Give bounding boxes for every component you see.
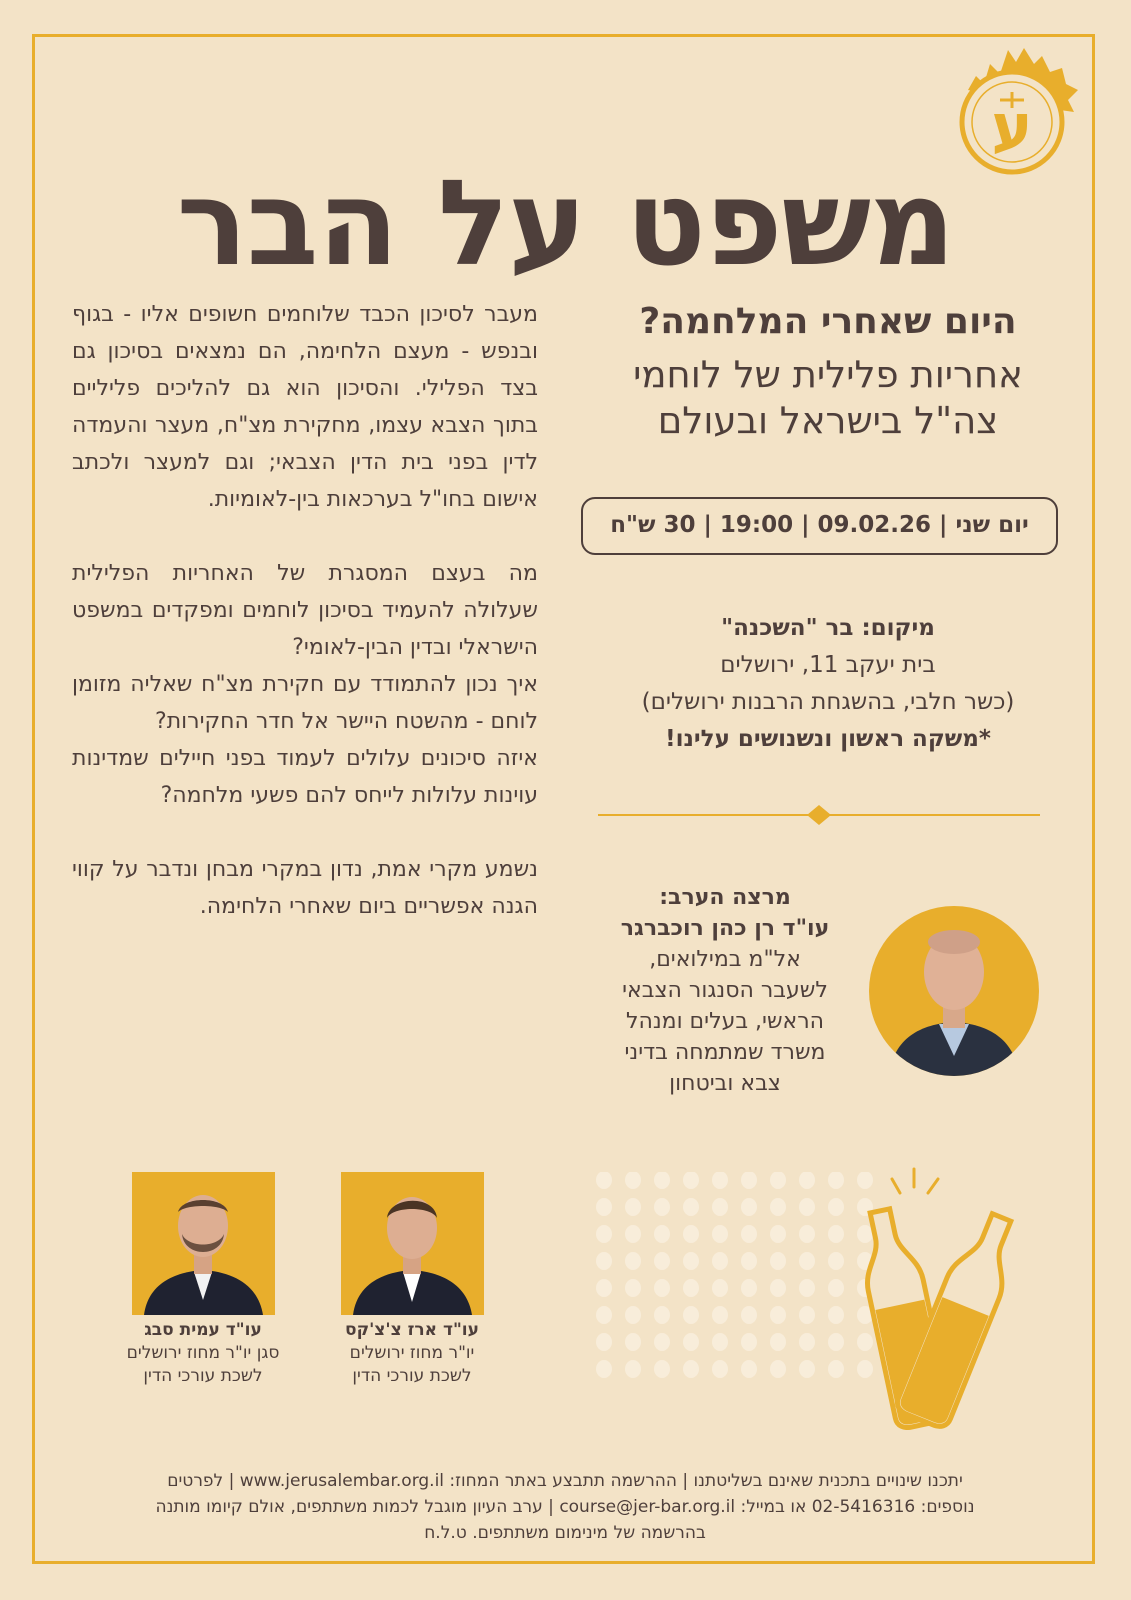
- speaker-bio-line: צבא וביטחון: [669, 1071, 781, 1096]
- venue-label: מיקום: בר "השכנה": [721, 615, 935, 641]
- decorative-dot: [828, 1198, 844, 1216]
- decorative-dot: [625, 1198, 641, 1216]
- decorative-dot: [770, 1333, 786, 1351]
- host-card: [118, 1172, 288, 1388]
- decorative-dot: [828, 1306, 844, 1324]
- decorative-dot: [799, 1172, 815, 1189]
- host-name: עו"ד ארז צ'צ'קס: [345, 1320, 479, 1340]
- host-photo: [132, 1172, 275, 1315]
- description-question: איך נכון להתמודד עם חקירת מצ"ח שאליה מזומן לוחם - מהשטח היישר אל חדר החקירות?: [72, 672, 538, 734]
- decorative-dot: [741, 1279, 757, 1297]
- decorative-dot: [596, 1279, 612, 1297]
- decorative-dot: [799, 1306, 815, 1324]
- decorative-dot: [799, 1225, 815, 1243]
- decorative-dot: [828, 1279, 844, 1297]
- footer-line: נוספים: 02-5416316 או במייל: course@jer-bar.org.il | ערב העיון מוגבל לכמות משתתפים, אולם קיומו מותנה: [155, 1497, 975, 1517]
- decorative-dot: [741, 1306, 757, 1324]
- decorative-dot: [799, 1333, 815, 1351]
- decorative-dot: [596, 1252, 612, 1270]
- host-card: [327, 1172, 497, 1388]
- decorative-dot: [654, 1360, 670, 1378]
- decorative-dot: [712, 1198, 728, 1216]
- decorative-dot: [654, 1225, 670, 1243]
- beer-bottles-cheers-icon: [850, 1165, 1040, 1430]
- description-question: מה בעצם המסגרת של האחריות הפלילית שעלולה להעמיד בסיכון לוחמים ומפקדים במשפט הישראלי ובדין הבין-לאומי?: [72, 561, 538, 660]
- svg-text:ע: ע: [991, 90, 1033, 163]
- speaker-heading: מרצה הערב:: [659, 885, 791, 910]
- event-description: [72, 296, 538, 925]
- decorative-dot: [683, 1333, 699, 1351]
- venue-block: [578, 610, 1078, 758]
- decorative-dot: [654, 1279, 670, 1297]
- decorative-dot: [596, 1225, 612, 1243]
- host-role: סגן יו"ר מחוז ירושלים: [126, 1343, 280, 1363]
- decorative-dot: [625, 1333, 641, 1351]
- decorative-dot: [596, 1360, 612, 1378]
- description-paragraph: מעבר לסיכון הכבד שלוחמים חשופים אליו - בגוף ובנפש - מעצם הלחימה, הם נמצאים בסיכון גם בצד הפלילי. והסיכון הוא גם להליכים פליליים בתוך הצבא עצמו, מחקירת מצ"ח, מעצר והעמדה לדין בפני בית הדין הצבאי; וגם למעצר ולכתב אישום בחו"ל בערכאות בין-לאומיות.: [72, 302, 538, 512]
- speaker-bio-line: לשעבר הסנגור הצבאי: [622, 978, 828, 1003]
- decorative-dot: [712, 1333, 728, 1351]
- decorative-dots-pattern: [596, 1172, 886, 1382]
- decorative-dot: [770, 1252, 786, 1270]
- decorative-dot: [828, 1360, 844, 1378]
- subtitle-line: אחריות פלילית של לוחמי: [633, 353, 1023, 396]
- decorative-dot: [625, 1306, 641, 1324]
- decorative-dot: [799, 1279, 815, 1297]
- decorative-dot: [799, 1360, 815, 1378]
- decorative-dot: [741, 1225, 757, 1243]
- decorative-dot: [770, 1306, 786, 1324]
- decorative-dot: [712, 1279, 728, 1297]
- decorative-dot: [683, 1360, 699, 1378]
- decorative-dot: [741, 1172, 757, 1189]
- speaker-bio-line: משרד שמתמחה בדיני: [624, 1040, 826, 1065]
- speaker-bio-line: הראשי, בעלים ומנהל: [625, 1009, 825, 1034]
- decorative-dot: [683, 1306, 699, 1324]
- decorative-dot: [625, 1279, 641, 1297]
- decorative-dot: [654, 1306, 670, 1324]
- speaker-info: [590, 882, 860, 1099]
- decorative-dot: [683, 1172, 699, 1189]
- decorative-dot: [770, 1225, 786, 1243]
- decorative-dot: [625, 1252, 641, 1270]
- decorative-dot: [770, 1360, 786, 1378]
- decorative-dot: [741, 1252, 757, 1270]
- decorative-dot: [741, 1198, 757, 1216]
- decorative-dot: [712, 1225, 728, 1243]
- decorative-dot: [625, 1360, 641, 1378]
- decorative-dot: [828, 1333, 844, 1351]
- decorative-dot: [683, 1225, 699, 1243]
- description-question: איזה סיכונים עלולים לעמוד בפני חיילים שמדינות עוינות עלולות לייחס להם פשעי מלחמה?: [72, 746, 538, 808]
- decorative-dot: [596, 1306, 612, 1324]
- decorative-dot: [654, 1333, 670, 1351]
- decorative-dot: [741, 1360, 757, 1378]
- host-photo: [341, 1172, 484, 1315]
- venue-kosher: (כשר חלבי, בהשגחת הרבנות ירושלים): [641, 689, 1015, 715]
- event-subtitle: [578, 352, 1078, 444]
- decorative-dot: [770, 1198, 786, 1216]
- diamond-divider: [598, 805, 1040, 825]
- decorative-dot: [712, 1306, 728, 1324]
- decorative-dot: [799, 1198, 815, 1216]
- host-role: יו"ר מחוז ירושלים: [349, 1343, 475, 1363]
- decorative-dot: [741, 1333, 757, 1351]
- decorative-dot: [596, 1172, 612, 1189]
- decorative-dot: [683, 1198, 699, 1216]
- speaker-bio-line: אל"מ במילואים,: [649, 947, 801, 972]
- date-time-price-box: יום שני | 09.02.26 | 19:00 | 30 ש"ח: [581, 497, 1058, 555]
- host-name: עו"ד עמית סבג: [144, 1320, 262, 1340]
- decorative-dot: [712, 1172, 728, 1189]
- decorative-dot: [654, 1252, 670, 1270]
- event-title: משפט על הבר: [176, 154, 955, 292]
- decorative-dot: [596, 1198, 612, 1216]
- decorative-dot: [654, 1172, 670, 1189]
- host-org: לשכת עורכי הדין: [352, 1366, 472, 1386]
- venue-note: *משקה ראשון ונשנושים עלינו!: [665, 726, 991, 752]
- subtitle-line: צה"ל בישראל ובעולם: [657, 399, 999, 442]
- decorative-dot: [712, 1360, 728, 1378]
- decorative-dot: [654, 1198, 670, 1216]
- event-subtitle-bold: היום שאחרי המלחמה?: [639, 301, 1017, 342]
- decorative-dot: [799, 1252, 815, 1270]
- host-org: לשכת עורכי הדין: [143, 1366, 263, 1386]
- decorative-dot: [770, 1279, 786, 1297]
- decorative-dot: [828, 1252, 844, 1270]
- decorative-dot: [625, 1172, 641, 1189]
- decorative-dot: [770, 1172, 786, 1189]
- decorative-dot: [683, 1252, 699, 1270]
- decorative-dot: [828, 1225, 844, 1243]
- description-paragraph: נשמע מקרי אמת, נדון במקרי מבחן ונדבר על קווי הגנה אפשריים ביום שאחרי הלחימה.: [72, 857, 538, 919]
- footer-notes: [80, 1468, 1050, 1546]
- decorative-dot: [828, 1172, 844, 1189]
- decorative-dot: [625, 1225, 641, 1243]
- speaker-photo: [869, 906, 1039, 1076]
- decorative-dot: [712, 1252, 728, 1270]
- decorative-dot: [596, 1333, 612, 1351]
- decorative-dot: [683, 1279, 699, 1297]
- footer-line: יתכנו שינויים בתכנית שאינם בשליטתנו | ההרשמה תתבצע באתר המחוז: www.jerusalembar.org.il | לפרטים: [167, 1471, 963, 1491]
- footer-line: בהרשמה של מינימום משתתפים. ט.ל.ח: [424, 1523, 706, 1543]
- venue-address: בית יעקב 11, ירושלים: [720, 652, 936, 678]
- speaker-name: עו"ד רן כהן רוכברגר: [620, 916, 830, 941]
